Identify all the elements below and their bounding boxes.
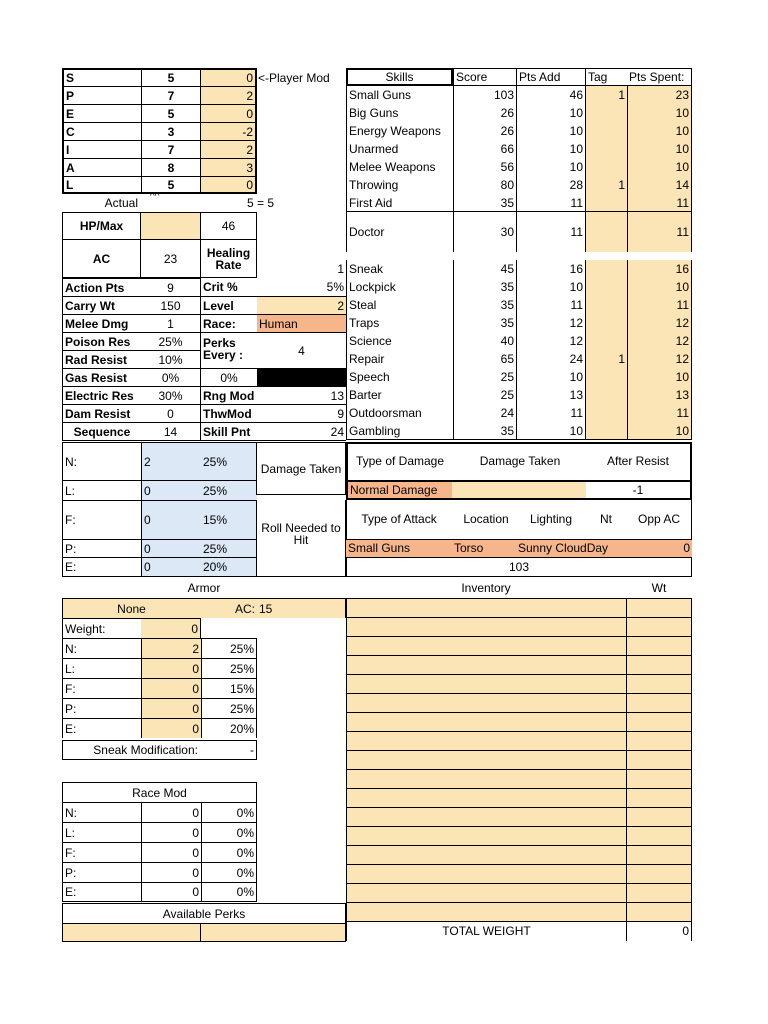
race-pct-1: 0% <box>201 822 257 842</box>
skill-tag-input-6[interactable] <box>585 194 627 212</box>
skill-spent-5: 14 <box>627 176 692 194</box>
special-mod-P[interactable]: 2 <box>200 86 257 104</box>
rng-mod-value: 13 <box>257 386 346 404</box>
skill-tag-input-4[interactable] <box>585 158 627 176</box>
inventory-item-input-10[interactable] <box>346 788 626 807</box>
skill-spent-8: 16 <box>627 260 692 278</box>
inventory-wt-input-2[interactable] <box>626 636 692 655</box>
inventory-wt-input-4[interactable] <box>626 674 692 693</box>
inventory-item-input-5[interactable] <box>346 693 626 712</box>
skill-score-13: 65 <box>453 350 516 368</box>
inventory-title: Inventory <box>461 581 511 595</box>
race-label-2: F: <box>62 842 141 862</box>
attack-type-input[interactable]: Small Guns <box>348 541 411 555</box>
race-label-4: E: <box>62 882 141 902</box>
skill-add-8: 16 <box>516 260 585 278</box>
armor-label-4: E: <box>62 718 141 738</box>
hp-max: 46 <box>200 212 257 240</box>
special-stat-C: C <box>62 122 141 140</box>
skill-score-7: 30 <box>453 212 516 252</box>
stat-value-0: 9 <box>141 278 200 296</box>
skill-tag-input-3[interactable] <box>585 140 627 158</box>
skills-header-3: Tag <box>585 68 627 86</box>
special-value-C: 3 <box>141 122 200 140</box>
defense-pct-1: 25% <box>201 480 257 500</box>
location-header: Location <box>463 512 509 526</box>
rng-mod-label: Rng Mod <box>200 386 257 404</box>
perks-every-value: 4 <box>257 332 346 368</box>
stat-value-3: 25% <box>141 332 200 350</box>
inventory-item-input-1[interactable] <box>346 617 626 636</box>
skill-add-17: 10 <box>516 422 585 440</box>
stat-value-6: 30% <box>141 386 200 404</box>
inventory-item-input-2[interactable] <box>346 636 626 655</box>
skill-score-1: 26 <box>453 104 516 122</box>
gas-pct: 0% <box>200 368 257 386</box>
inventory-wt-input-8[interactable] <box>626 750 692 769</box>
total-weight-value: 0 <box>626 921 692 941</box>
armor-weight-input[interactable]: 0 <box>141 618 201 638</box>
actual-label: Actual <box>104 195 138 210</box>
skill-tag-input-10[interactable] <box>585 296 627 314</box>
perks-input-2[interactable] <box>200 923 346 942</box>
armor-weight-label: Weight: <box>62 618 141 638</box>
armor-pct-3: 25% <box>201 698 257 718</box>
skill-tag-input-2[interactable] <box>585 122 627 140</box>
stat-label-4: Rad Resist <box>62 350 141 368</box>
skill-tag-input-15[interactable] <box>585 386 627 404</box>
skill-score-12: 40 <box>453 332 516 350</box>
special-value-S: 5 <box>141 68 200 86</box>
inventory-wt-input-5[interactable] <box>626 693 692 712</box>
skills-header-0: Skills <box>346 68 453 86</box>
crit-label: Crit % <box>200 278 257 296</box>
skill-add-1: 10 <box>516 104 585 122</box>
skill-add-9: 10 <box>516 278 585 296</box>
special-value-L: 5 <box>141 176 200 194</box>
skill-spent-12: 12 <box>627 332 692 350</box>
skill-name-0: Small Guns <box>346 86 453 104</box>
skill-score-15: 25 <box>453 386 516 404</box>
armor-pct-2: 15% <box>201 678 257 698</box>
skill-spent-0: 23 <box>627 86 692 104</box>
special-mod-S[interactable]: 0 <box>200 68 257 86</box>
inventory-item-input-14[interactable] <box>346 864 626 883</box>
special-stat-L: L <box>62 176 141 194</box>
armor-ac-label: AC: <box>200 598 257 618</box>
defense-label-0: N: <box>62 442 141 480</box>
skill-name-2: Energy Weapons <box>346 122 453 140</box>
sneak-mod-label: Sneak Modification: <box>62 740 200 760</box>
skill-tag-input-14[interactable] <box>585 368 627 386</box>
special-stat-I: I <box>62 140 141 158</box>
skill-spent-10: 11 <box>627 296 692 314</box>
inventory-wt-input-1[interactable] <box>626 617 692 636</box>
ac-label: AC <box>62 240 141 278</box>
skills-header-2: Pts Add <box>516 68 585 86</box>
inventory-item-input-15[interactable] <box>346 883 626 902</box>
race-label-3: P: <box>62 862 141 882</box>
inventory-wt-input-10[interactable] <box>626 788 692 807</box>
crit-value: 5% <box>326 280 344 294</box>
skill-add-7: 11 <box>516 212 585 252</box>
inventory-wt-input-14[interactable] <box>626 864 692 883</box>
skill-name-15: Barter <box>346 386 453 404</box>
stat-value-7: 0 <box>141 404 200 422</box>
skill-score-11: 35 <box>453 314 516 332</box>
skill-add-11: 12 <box>516 314 585 332</box>
skill-tag-input-0[interactable]: 1 <box>585 86 627 104</box>
skill-name-5: Throwing <box>346 176 453 194</box>
armor-value-input-1[interactable]: 0 <box>141 658 201 678</box>
special-stat-E: E <box>62 104 141 122</box>
skill-add-0: 46 <box>516 86 585 104</box>
skill-add-4: 10 <box>516 158 585 176</box>
stat-value-8: 14 <box>141 422 200 441</box>
hp-current-input[interactable] <box>141 212 200 240</box>
skill-name-16: Outdoorsman <box>346 404 453 422</box>
skill-spent-15: 13 <box>627 386 692 404</box>
skill-tag-input-17[interactable] <box>585 422 627 440</box>
skill-spent-6: 11 <box>627 194 692 212</box>
special-mod-E[interactable]: 0 <box>200 104 257 122</box>
skill-tag-input-11[interactable] <box>585 314 627 332</box>
race-value-2: 0 <box>141 842 201 862</box>
skill-score-9: 35 <box>453 278 516 296</box>
stat-label-8: Sequence <box>62 422 141 441</box>
special-mod-C[interactable]: -2 <box>200 122 257 140</box>
race-pct-3: 0% <box>201 862 257 882</box>
armor-value-input-0[interactable]: 2 <box>141 638 201 658</box>
skill-name-6: First Aid <box>346 194 453 212</box>
skill-tag-input-12[interactable] <box>585 332 627 350</box>
skill-add-16: 11 <box>516 404 585 422</box>
armor-label-1: L: <box>62 658 141 678</box>
stat-label-2: Melee Dmg <box>62 314 141 332</box>
stat-label-0: Action Pts <box>62 278 141 296</box>
stat-value-1: 150 <box>141 296 200 314</box>
skill-score-8: 45 <box>453 260 516 278</box>
lighting-header: Lighting <box>529 512 573 526</box>
race-pct-4: 0% <box>201 882 257 902</box>
skills-divider <box>346 211 692 212</box>
skill-score-10: 35 <box>453 296 516 314</box>
attack-type-header: Type of Attack <box>361 512 437 526</box>
inventory-wt-input-15[interactable] <box>626 883 692 902</box>
defense-label-4: E: <box>62 557 141 577</box>
skills-header-1: Score <box>453 68 516 86</box>
total-weight-label: TOTAL WEIGHT <box>346 921 626 941</box>
skill-tag-input-8[interactable] <box>585 260 627 278</box>
defense-value-3: 0 <box>141 539 201 557</box>
defense-pct-4: 20% <box>201 557 257 577</box>
race-value-4: 0 <box>141 882 201 902</box>
skill-name-11: Traps <box>346 314 453 332</box>
level-label: Level <box>200 296 257 314</box>
damage-taken-header: Damage Taken <box>479 454 561 468</box>
special-mod-I[interactable]: 2 <box>200 140 257 158</box>
inventory-item-input-11[interactable] <box>346 807 626 826</box>
skill-name-9: Lockpick <box>346 278 453 296</box>
armor-ac-input[interactable]: 15 <box>257 598 346 618</box>
sneak-mod-value: - <box>200 740 257 760</box>
after-resist-header: After Resist <box>606 454 669 468</box>
inventory-item-input-4[interactable] <box>346 674 626 693</box>
armor-title: Armor <box>187 581 221 595</box>
inventory-item-input-7[interactable] <box>346 731 626 750</box>
inventory-wt-input-12[interactable] <box>626 826 692 845</box>
inventory-wt-input-3[interactable] <box>626 655 692 674</box>
skill-add-10: 11 <box>516 296 585 314</box>
skill-add-3: 10 <box>516 140 585 158</box>
skill-name-17: Gambling <box>346 422 453 440</box>
skill-score-5: 80 <box>453 176 516 194</box>
defense-label-1: L: <box>62 480 141 500</box>
special-value-I: 7 <box>141 140 200 158</box>
level-input[interactable]: 2 <box>257 296 346 314</box>
ac-value: 23 <box>141 240 200 278</box>
inventory-item-input-8[interactable] <box>346 750 626 769</box>
inventory-wt-input-11[interactable] <box>626 807 692 826</box>
inventory-item-input-0[interactable] <box>346 598 626 617</box>
roll-needed-label: Roll Needed to Hit <box>256 500 346 577</box>
location-input[interactable]: Torso <box>454 541 484 555</box>
skill-tag-input-9[interactable] <box>585 278 627 296</box>
inventory-wt-input-13[interactable] <box>626 845 692 864</box>
special-stat-P: P <box>62 86 141 104</box>
inventory-wt-input-0[interactable] <box>626 598 692 617</box>
stat-value-2: 1 <box>141 314 200 332</box>
defense-value-2: 0 <box>141 500 201 539</box>
special-total: 5 = 5 <box>246 195 274 210</box>
skill-score-14: 25 <box>453 368 516 386</box>
race-pct-2: 0% <box>201 842 257 862</box>
race-pct-0: 0% <box>201 802 257 822</box>
after-resist-value: -1 <box>586 480 692 500</box>
skill-spent-1: 10 <box>627 104 692 122</box>
damage-taken-label: Damage Taken <box>256 442 346 495</box>
armor-name-input[interactable]: None <box>62 598 200 618</box>
skill-score-16: 24 <box>453 404 516 422</box>
skill-name-1: Big Guns <box>346 104 453 122</box>
skill-pnt-value: 24 <box>257 422 346 441</box>
damage-type-input[interactable]: Normal Damage <box>346 480 452 500</box>
stat-label-6: Electric Res <box>62 386 141 404</box>
defense-value-0: 2 <box>141 442 201 480</box>
skill-add-2: 10 <box>516 122 585 140</box>
inventory-wt-input-16[interactable] <box>626 902 692 921</box>
defense-pct-2: 15% <box>201 500 257 539</box>
inventory-item-input-12[interactable] <box>346 826 626 845</box>
thw-mod-value: 9 <box>257 404 346 422</box>
inventory-item-input-3[interactable] <box>346 655 626 674</box>
armor-label-3: P: <box>62 698 141 718</box>
skill-name-7: Doctor <box>346 212 453 252</box>
carets: ^^ <box>150 192 160 202</box>
race-value-1: 0 <box>141 822 201 842</box>
perks-every-label: Perks Every : <box>200 332 257 368</box>
defense-value-4: 0 <box>141 557 201 577</box>
black-cell <box>257 368 346 386</box>
skill-score-2: 26 <box>453 122 516 140</box>
thw-mod-label: ThwMod <box>200 404 257 422</box>
skill-name-3: Unarmed <box>346 140 453 158</box>
skill-add-13: 24 <box>516 350 585 368</box>
skill-add-12: 12 <box>516 332 585 350</box>
lighting-input[interactable]: Sunny CloudDay <box>518 541 609 555</box>
hp-label: HP/Max <box>62 212 141 240</box>
opp-ac-header: Opp AC <box>637 512 681 526</box>
player-mod-label: <-Player Mod <box>258 70 330 85</box>
skill-add-5: 28 <box>516 176 585 194</box>
armor-pct-1: 25% <box>201 658 257 678</box>
inventory-item-input-9[interactable] <box>346 769 626 788</box>
skill-add-14: 10 <box>516 368 585 386</box>
defense-pct-3: 25% <box>201 539 257 557</box>
race-label-1: L: <box>62 822 141 842</box>
skill-score-3: 66 <box>453 140 516 158</box>
opp-ac-input[interactable]: 0 <box>683 541 690 555</box>
special-stat-S: S <box>62 68 141 86</box>
special-mod-L[interactable]: 0 <box>200 176 257 194</box>
armor-label-0: N: <box>62 638 141 658</box>
skill-spent-7: 11 <box>627 212 692 252</box>
stat-value-5: 0% <box>141 368 200 386</box>
skill-spent-16: 11 <box>627 404 692 422</box>
skill-tag-input-5[interactable]: 1 <box>585 176 627 194</box>
skill-tag-input-7[interactable] <box>585 212 627 252</box>
stat-label-1: Carry Wt <box>62 296 141 314</box>
defense-pct-0: 25% <box>201 442 257 480</box>
skill-spent-13: 12 <box>627 350 692 368</box>
skill-spent-11: 12 <box>627 314 692 332</box>
inventory-wt-header: Wt <box>651 581 667 595</box>
skill-pnt-label: Skill Pnt <box>200 422 257 441</box>
stat-label-3: Poison Res <box>62 332 141 350</box>
damage-type-header: Type of Damage <box>355 454 445 468</box>
skill-name-8: Sneak <box>346 260 453 278</box>
special-value-P: 7 <box>141 86 200 104</box>
skill-score-17: 35 <box>453 422 516 440</box>
healing-rate-label: Healing Rate <box>200 240 257 278</box>
skill-add-6: 11 <box>516 194 585 212</box>
armor-value-input-3[interactable]: 0 <box>141 698 201 718</box>
skill-name-12: Science <box>346 332 453 350</box>
skill-name-4: Melee Weapons <box>346 158 453 176</box>
skill-score-6: 35 <box>453 194 516 212</box>
armor-label-2: F: <box>62 678 141 698</box>
skill-tag-input-1[interactable] <box>585 104 627 122</box>
skill-spent-4: 10 <box>627 158 692 176</box>
special-stat-A: A <box>62 158 141 176</box>
race-value-3: 0 <box>141 862 201 882</box>
skill-score-4: 56 <box>453 158 516 176</box>
skill-name-13: Repair <box>346 350 453 368</box>
roll-result: 103 <box>346 557 692 577</box>
defense-label-3: P: <box>62 539 141 557</box>
defense-value-1: 0 <box>141 480 201 500</box>
race-input[interactable]: Human <box>257 314 346 332</box>
skill-spent-9: 10 <box>627 278 692 296</box>
skill-tag-input-16[interactable] <box>585 404 627 422</box>
defense-label-2: F: <box>62 500 141 539</box>
nt-header: Nt <box>600 512 612 526</box>
armor-value-input-4[interactable]: 0 <box>141 718 201 738</box>
special-value-A: 8 <box>141 158 200 176</box>
skills-header-4: Pts Spent: <box>627 68 692 86</box>
available-perks-title: Available Perks <box>62 903 346 923</box>
skill-name-14: Speech <box>346 368 453 386</box>
healing-rate-value: 1 <box>337 262 344 276</box>
damage-amount-input[interactable] <box>452 480 586 500</box>
inventory-wt-input-9[interactable] <box>626 769 692 788</box>
stat-label-7: Dam Resist <box>62 404 141 422</box>
skill-spent-17: 10 <box>627 422 692 440</box>
special-mod-A[interactable]: 3 <box>200 158 257 176</box>
inventory-item-input-6[interactable] <box>346 712 626 731</box>
armor-pct-4: 20% <box>201 718 257 738</box>
skill-score-0: 103 <box>453 86 516 104</box>
armor-value-input-2[interactable]: 0 <box>141 678 201 698</box>
inventory-item-input-16[interactable] <box>346 902 626 921</box>
inventory-item-input-13[interactable] <box>346 845 626 864</box>
inventory-wt-input-6[interactable] <box>626 712 692 731</box>
special-value-E: 5 <box>141 104 200 122</box>
armor-pct-0: 25% <box>201 638 257 658</box>
skill-spent-3: 10 <box>627 140 692 158</box>
skill-spent-14: 10 <box>627 368 692 386</box>
stat-label-5: Gas Resist <box>62 368 141 386</box>
inventory-wt-input-7[interactable] <box>626 731 692 750</box>
race-mod-title: Race Mod <box>62 782 257 802</box>
race-label-0: N: <box>62 802 141 822</box>
skill-name-10: Steal <box>346 296 453 314</box>
perks-input-1[interactable] <box>62 923 200 942</box>
race-value-0: 0 <box>141 802 201 822</box>
skill-spent-2: 10 <box>627 122 692 140</box>
stat-value-4: 10% <box>141 350 200 368</box>
race-label: Race: <box>200 314 257 332</box>
skill-add-15: 13 <box>516 386 585 404</box>
skill-tag-input-13[interactable]: 1 <box>585 350 627 368</box>
